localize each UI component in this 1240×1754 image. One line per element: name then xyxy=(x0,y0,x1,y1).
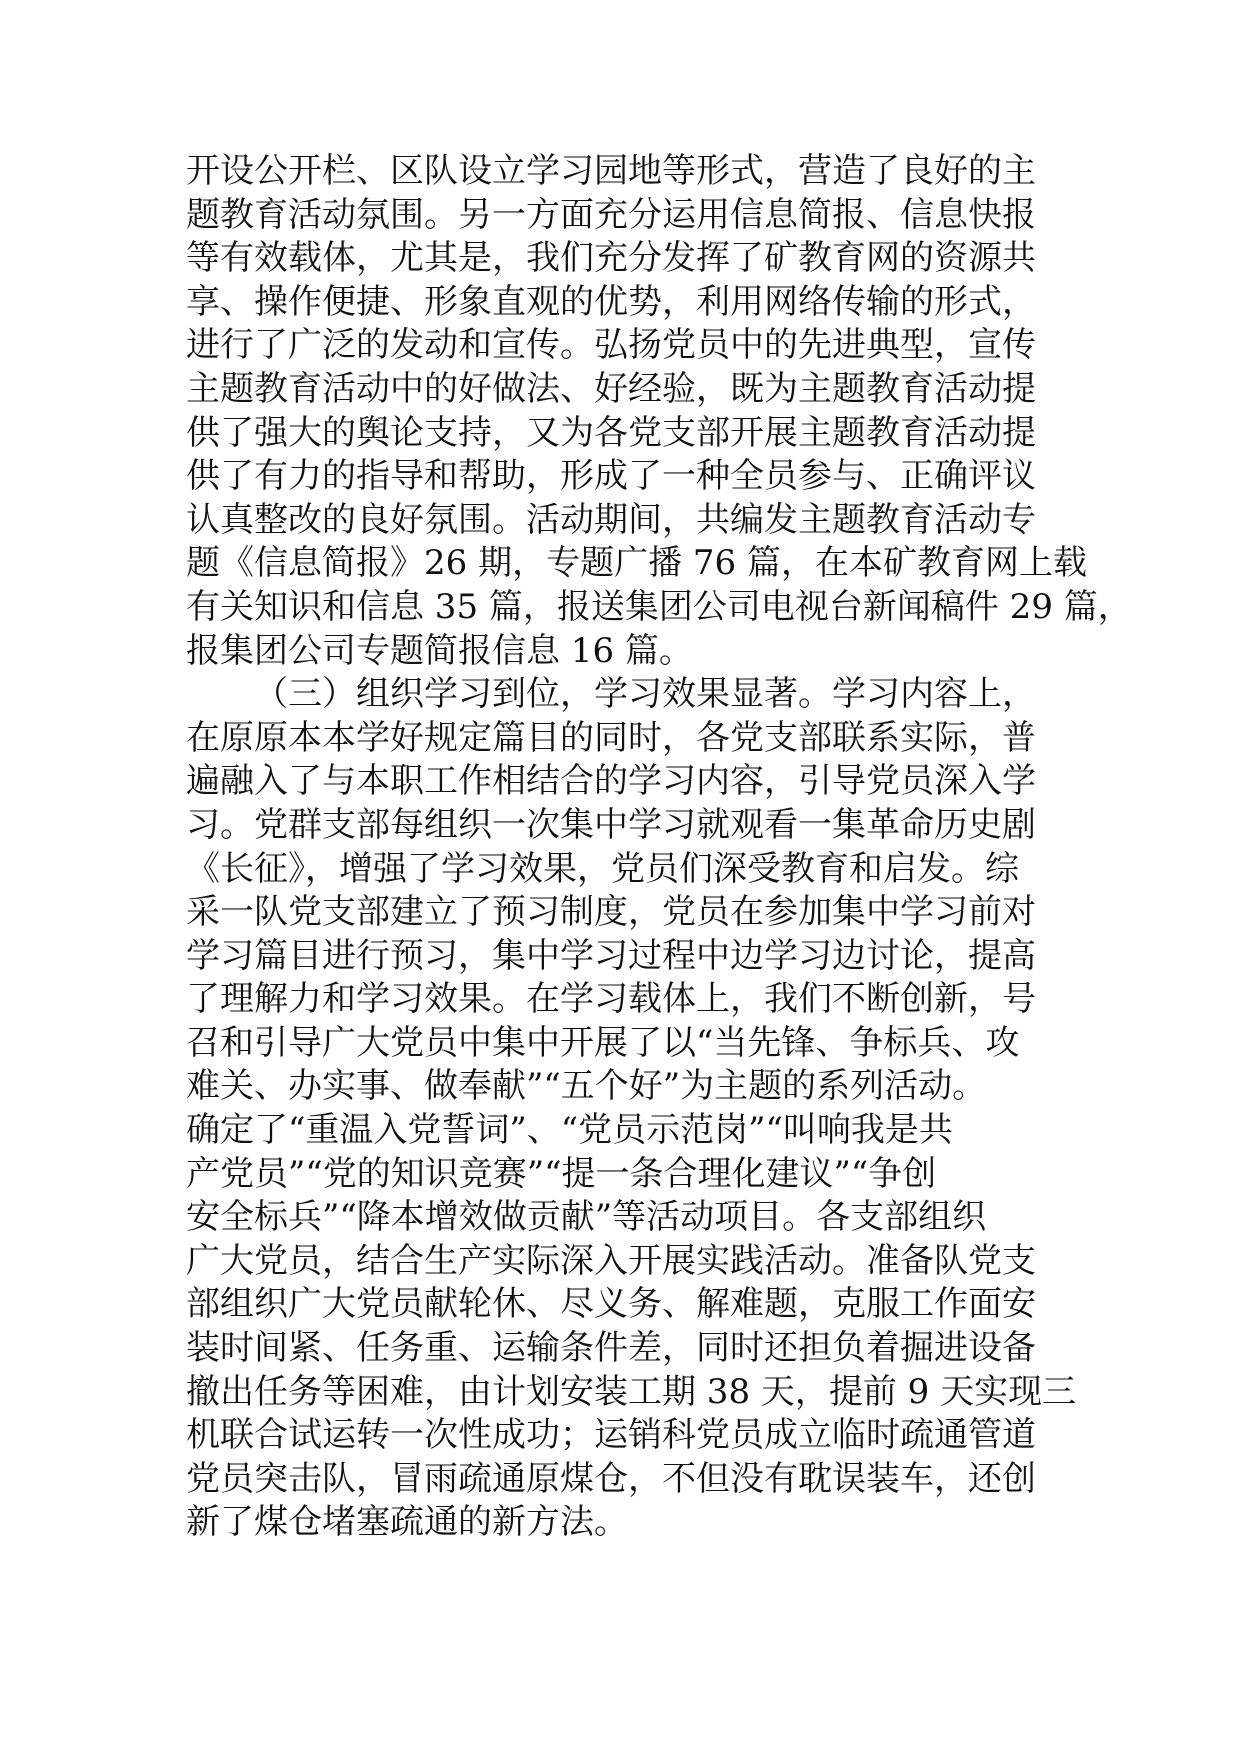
text-line: 《长征》，增强了学习效果，党员们深受教育和启发。综 xyxy=(186,848,1019,889)
text-line: 撤出任务等困难，由计划安装工期 38 天，提前 9 天实现三 xyxy=(186,1371,1077,1412)
text-line: 机联合试运转一次性成功；运销科党员成立临时疏通管道 xyxy=(186,1415,1036,1456)
text-line: 了理解力和学习效果。在学习载体上，我们不断创新，号 xyxy=(186,979,1036,1020)
text-line: 党员突击队，冒雨疏通原煤仓，不但没有耽误装车，还创 xyxy=(186,1458,1036,1499)
text-line: 召和引导广大党员中集中开展了以“当先锋、争标兵、攻 xyxy=(186,1022,1020,1063)
text-line: 安全标兵”“降本增效做贡献”等活动项目。各支部组织 xyxy=(186,1197,987,1238)
text-line: 进行了广泛的发动和宣传。弘扬党员中的先进典型，宣传 xyxy=(186,325,1036,366)
text-line: 供了有力的指导和帮助，形成了一种全员参与、正确评议 xyxy=(186,456,1036,497)
text-line: 有关知识和信息 35 篇，报送集团公司电视台新闻稿件 29 篇， xyxy=(186,586,1132,627)
text-line: 确定了“重温入党誓词”、“党员示范岗”“叫响我是共 xyxy=(186,1110,953,1151)
text-line: 等有效载体，尤其是，我们充分发挥了矿教育网的资源共 xyxy=(186,238,1036,279)
section-heading-line: （三）组织学习到位，学习效果显著。学习内容上， xyxy=(254,674,1036,715)
text-line: 习。党群支部每组织一次集中学习就观看一集革命历史剧 xyxy=(186,804,1036,845)
body-text xyxy=(186,150,1132,1545)
text-line: 报集团公司专题简报信息 16 篇。 xyxy=(186,630,693,671)
text-line: 广大党员，结合生产实际深入开展实践活动。准备队党支 xyxy=(186,1240,1036,1281)
text-line: 供了强大的舆论支持，又为各党支部开展主题教育活动提 xyxy=(186,412,1036,453)
text-line: 遍融入了与本职工作相结合的学习内容，引导党员深入学 xyxy=(186,761,1036,802)
text-line: 学习篇目进行预习，集中学习过程中边学习边讨论，提高 xyxy=(186,935,1036,976)
text-line: 采一队党支部建立了预习制度，党员在参加集中学习前对 xyxy=(186,892,1036,933)
text-line: 产党员”“党的知识竞赛”“提一条合理化建议”“争创 xyxy=(186,1153,937,1194)
text-line: 题教育活动氛围。另一方面充分运用信息简报、信息快报 xyxy=(186,194,1036,235)
text-line: 难关、办实事、做奉献”“五个好”为主题的系列活动。 xyxy=(186,1066,987,1107)
text-line: 题《信息简报》26 期，专题广播 76 篇，在本矿教育网上载 xyxy=(186,543,1087,584)
text-line: 部组织广大党员献轮休、尽义务、解难题，克服工作面安 xyxy=(186,1284,1036,1325)
text-line: 装时间紧、任务重、运输条件差，同时还担负着掘进设备 xyxy=(186,1328,1036,1369)
text-line: 开设公开栏、区队设立学习园地等形式，营造了良好的主 xyxy=(186,151,1036,191)
text-line: 认真整改的良好氛围。活动期间，共编发主题教育活动专 xyxy=(186,499,1036,540)
text-line: 在原原本本学好规定篇目的同时，各党支部联系实际，普 xyxy=(186,717,1036,758)
text-line: 主题教育活动中的好做法、好经验，既为主题教育活动提 xyxy=(186,368,1036,409)
text-line: 享、操作便捷、形象直观的优势，利用网络传输的形式， xyxy=(186,281,1036,322)
text-line: 新了煤仓堵塞疏通的新方法。 xyxy=(186,1502,628,1543)
